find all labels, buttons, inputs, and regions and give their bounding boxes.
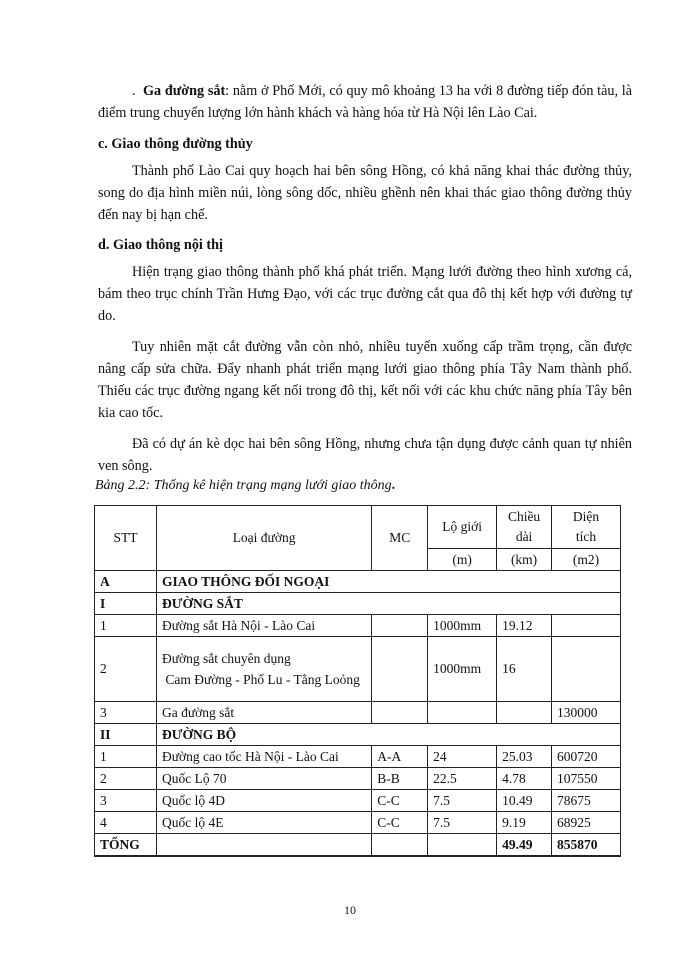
section-stt: II <box>95 724 157 746</box>
cell-type <box>156 637 371 702</box>
cell-stt: 3 <box>95 702 157 724</box>
table-row <box>95 637 621 702</box>
cell-type-line2: Cam Đường - Phố Lu - Tằng Loỏng <box>165 672 360 687</box>
cell-mc: A-A <box>372 746 428 768</box>
table-caption <box>95 478 395 494</box>
cell-length: 10.49 <box>497 790 552 812</box>
cell-area: 600720 <box>552 746 621 768</box>
cell-type: Ga đường sắt <box>156 702 371 724</box>
unit-length: (km) <box>497 549 552 571</box>
unit-area: (m2) <box>552 549 621 571</box>
cell-type: Đường cao tốc Hà Nội - Lào Cai <box>156 746 371 768</box>
cell-type-line1: Đường sắt chuyên dụng <box>161 651 291 666</box>
cell-length: 4.78 <box>497 768 552 790</box>
transport-stats-table <box>94 505 621 857</box>
cell-type: Quốc lộ 4E <box>156 812 371 834</box>
section-label: ĐƯỜNG BỘ <box>156 724 620 746</box>
cell-length: 19.12 <box>497 615 552 637</box>
cell-mc <box>372 615 428 637</box>
cell-width: 1000mm <box>428 637 497 702</box>
cell-stt: 1 <box>95 615 157 637</box>
cell-width: 22.5 <box>428 768 497 790</box>
header-road-width: Lộ giới <box>428 506 497 549</box>
cell-mc: B-B <box>372 768 428 790</box>
cell-mc <box>372 702 428 724</box>
total-empty <box>428 834 497 857</box>
cell-stt: 1 <box>95 746 157 768</box>
cell-area: 130000 <box>552 702 621 724</box>
total-length: 49.49 <box>497 834 552 857</box>
table-row <box>95 812 621 834</box>
paragraph-rail-station <box>98 80 632 124</box>
cell-area <box>552 615 621 637</box>
table-row <box>95 702 621 724</box>
cell-mc: C-C <box>372 812 428 834</box>
total-label: TỔNG <box>95 834 157 857</box>
section-label: ĐƯỜNG SẮT <box>156 593 620 615</box>
unit-width: (m) <box>428 549 497 571</box>
cell-mc <box>372 637 428 702</box>
total-empty <box>156 834 371 857</box>
cell-mc: C-C <box>372 790 428 812</box>
header-area-line1: Diện <box>572 509 600 524</box>
table-row <box>95 768 621 790</box>
table-header-row <box>95 506 621 549</box>
total-area: 855870 <box>552 834 621 857</box>
paragraph-urban-1: Hiện trạng giao thông thành phố khá phát triển. Mạng lưới đường theo hình xương cá, bám theo trục chính Trần Hưng Đạo, với các trục đường cắt qua đô thị kết hợp với đường tự do. <box>98 264 632 324</box>
rail-station-label: Ga đường sắt <box>143 83 226 99</box>
cell-stt: 3 <box>95 790 157 812</box>
header-length-line1: Chiều <box>507 509 541 524</box>
section-row-a <box>95 571 621 593</box>
header-length <box>497 506 552 549</box>
cell-length <box>497 702 552 724</box>
cell-stt: 4 <box>95 812 157 834</box>
cell-stt: 2 <box>95 637 157 702</box>
page-number: 10 <box>344 903 356 917</box>
rail-station-text: : nằm ở Phố Mới, có quy mô khoảng 13 ha với 8 đường tiếp đón tàu, là điểm trung chuyển lượng lớn hành khách và hàng hóa từ Hà Nội lên Lào Cai. <box>98 83 632 121</box>
cell-width: 7.5 <box>428 790 497 812</box>
cell-stt: 2 <box>95 768 157 790</box>
cell-type: Quốc lộ 4D <box>156 790 371 812</box>
cell-area: 68925 <box>552 812 621 834</box>
table-row <box>95 790 621 812</box>
header-mc: MC <box>372 506 428 571</box>
cell-area: 78675 <box>552 790 621 812</box>
header-road-type: Loại đường <box>156 506 371 571</box>
table-row <box>95 615 621 637</box>
cell-width: 7.5 <box>428 812 497 834</box>
cell-width <box>428 702 497 724</box>
cell-length: 25.03 <box>497 746 552 768</box>
cell-width: 1000mm <box>428 615 497 637</box>
section-label: GIAO THÔNG ĐỐI NGOẠI <box>156 571 620 593</box>
section-stt: I <box>95 593 157 615</box>
cell-area <box>552 637 621 702</box>
heading-urban-transport: d. Giao thông nội thị <box>98 237 223 253</box>
section-stt: A <box>95 571 157 593</box>
total-empty <box>372 834 428 857</box>
table-row <box>95 746 621 768</box>
caption-period: . <box>391 478 396 493</box>
cell-type: Đường sắt Hà Nội - Lào Cai <box>156 615 371 637</box>
paragraph-urban-2: Tuy nhiên mặt cắt đường vẫn còn nhỏ, nhiều tuyến xuống cấp trầm trọng, cần được nâng cấp sửa chữa. Đẩy nhanh phát triển mạng lưới giao thông phía Tây Nam thành phố. Thiếu các trục đường ngang kết nối trong đô thị, kết nối với các khu chức năng phía Tây bên kia cao tốc. <box>98 339 632 421</box>
section-row-i <box>95 593 621 615</box>
cell-length: 9.19 <box>497 812 552 834</box>
section-row-ii <box>95 724 621 746</box>
caption-text: Bảng 2.2: Thống kê hiện trạng mạng lưới giao thông <box>95 478 392 493</box>
total-row <box>95 834 621 857</box>
paragraph-water-transport: Thành phố Lào Cai quy hoạch hai bên sông Hồng, có khả năng khai thác đường thủy, song do địa hình miền núi, lòng sông dốc, nhiều ghềnh nên khai thác giao thông đường thủy đến nay bị hạn chế. <box>98 163 632 223</box>
bullet: . <box>132 83 136 99</box>
cell-length: 16 <box>497 637 552 702</box>
heading-water-transport: c. Giao thông đường thủy <box>98 136 253 152</box>
header-stt: STT <box>95 506 157 571</box>
header-area <box>552 506 621 549</box>
paragraph-urban-3: Đã có dự án kè dọc hai bên sông Hồng, nhưng chưa tận dụng được cảnh quan tự nhiên ven sông. <box>98 436 632 474</box>
header-length-line2: dài <box>515 529 533 544</box>
cell-area: 107550 <box>552 768 621 790</box>
cell-width: 24 <box>428 746 497 768</box>
cell-type: Quốc Lộ 70 <box>156 768 371 790</box>
header-area-line2: tích <box>575 529 597 544</box>
